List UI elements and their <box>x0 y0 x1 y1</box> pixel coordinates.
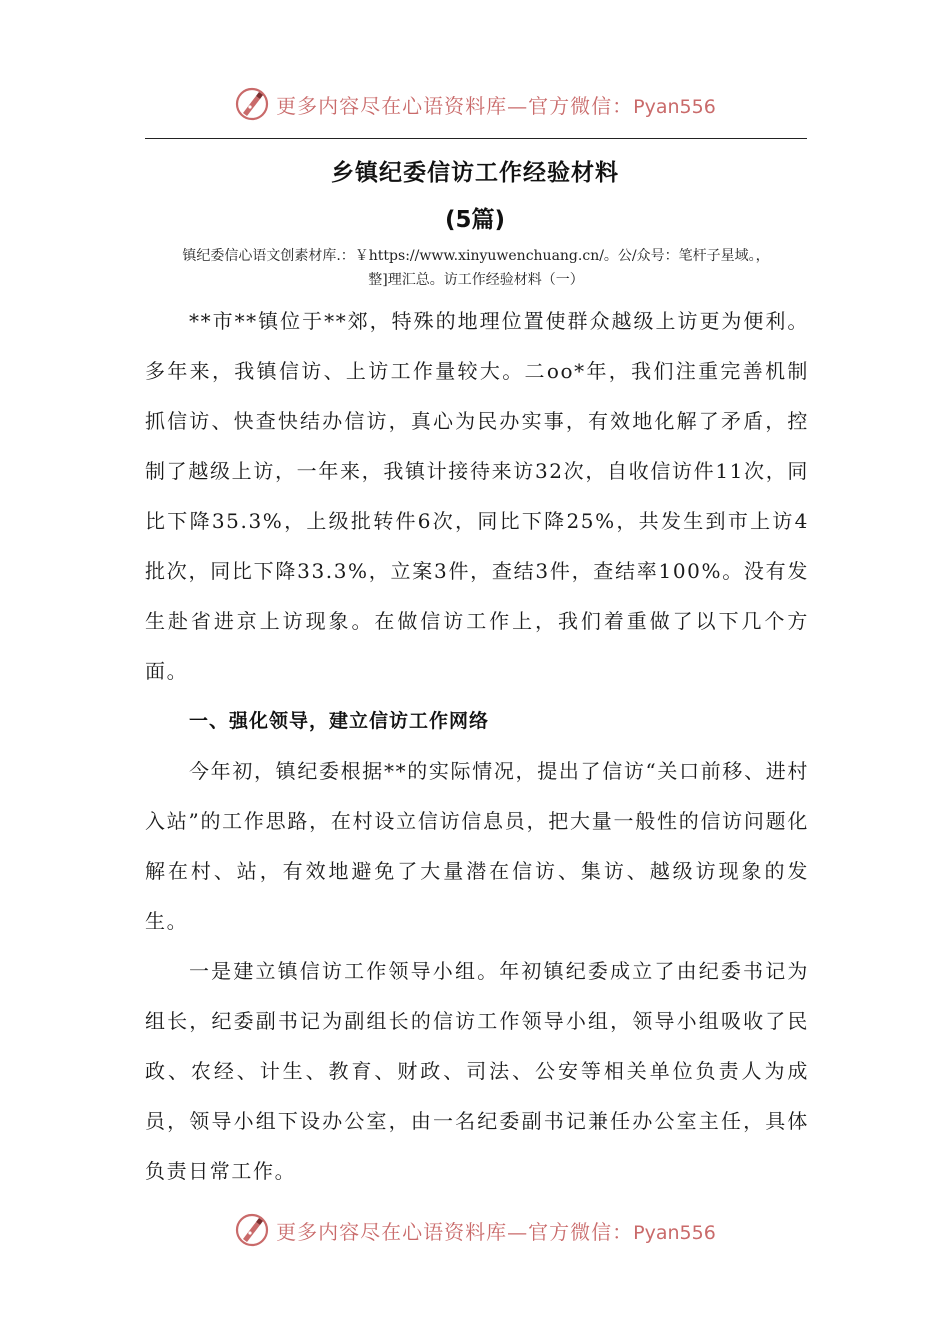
banner-text-cn: 更多内容尽在心语资料库—官方微信： <box>276 1219 634 1244</box>
banner-wechat-id: Pyan556 <box>633 95 716 118</box>
banner-wechat-id: Pyan556 <box>633 1221 716 1244</box>
banner-text-cn: 更多内容尽在心语资料库—官方微信： <box>276 93 634 118</box>
source-note-line-1: 镇纪委信心语文创素材库.：￥https://www.xinyuwenchuang.cn/。公/众号：笔杆子星域。， <box>182 248 770 264</box>
banner-text <box>276 1216 716 1245</box>
body-paragraph: 今年初，镇纪委根据**的实际情况，提出了信访“关口前移、进村入站”的工作思路，在村设立信访信息员，把大量一般性的信访问题化解在村、站，有效地避免了大量潜在信访、集访、越级访现象的发生。 <box>145 759 809 933</box>
source-note <box>145 244 807 292</box>
banner-text <box>276 90 716 119</box>
body-paragraph: 一是建立镇信访工作领导小组。年初镇纪委成立了由纪委书记为组长，纪委副书记为副组长的信访工作领导小组，领导小组吸收了民政、农经、计生、教育、财政、司法、公安等相关单位负责人为成员，领导小组下设办公室，由一名纪委副书记兼任办公室主任，具体负责日常工作。 <box>145 959 809 1183</box>
footer-banner <box>0 1208 950 1252</box>
pen-nib-logo-icon <box>234 86 270 122</box>
header-divider <box>145 138 807 139</box>
pen-nib-logo-icon <box>234 1212 270 1248</box>
document-body <box>145 296 809 1196</box>
section-heading: 一、强化领导，建立信访工作网络 <box>189 710 490 732</box>
source-note-line-2: 整]理汇总。访工作经验材料（一） <box>368 272 584 288</box>
body-paragraph: **市**镇位于**郊，特殊的地理位置使群众越级上访更为便利。多年来，我镇信访、上访工作量较大。二oo*年，我们注重完善机制抓信访、快查快结办信访，真心为民办实事，有效地化解了矛盾，控制了越级上访，一年来，我镇计接待来访32次，自收信访件11次，同比下降35.3%，上级批转件6次，同比下降25%，共发生到市上访4批次，同比下降33.3%，立案3件，查结3件，查结率100%。没有发生赴省进京上访现象。在做信访工作上，我们着重做了以下几个方面。 <box>145 309 809 683</box>
page-subtitle: (5篇) <box>444 207 506 233</box>
header-banner <box>0 82 950 126</box>
page-title: 乡镇纪委信访工作经验材料 <box>331 160 619 186</box>
